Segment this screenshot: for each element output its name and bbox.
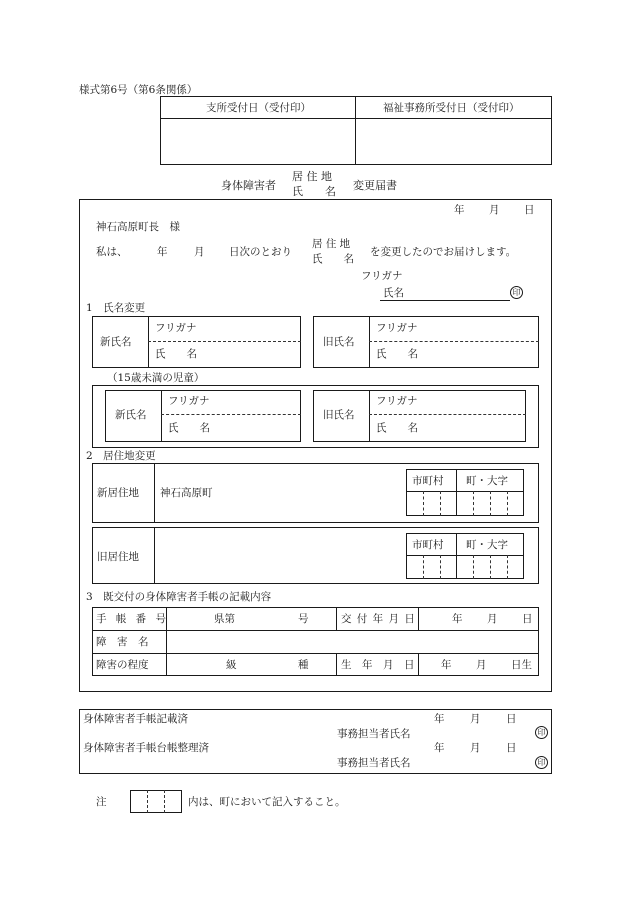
old-name-label: 旧氏名: [323, 336, 355, 348]
ledger-staff-label: 事務担当者氏名: [337, 757, 411, 769]
statement-option-address: 居 住 地: [312, 238, 351, 250]
child-new-name-label: 新氏名: [115, 409, 147, 421]
section2-heading: 2 居住地変更: [86, 450, 156, 462]
recorded-staff-label: 事務担当者氏名: [337, 728, 411, 740]
title-option-name: 氏 名: [292, 185, 336, 198]
statement-lead: 私は、: [96, 246, 128, 258]
new-name-name-label: 氏 名: [155, 348, 197, 360]
section1-heading: 1 氏名変更: [86, 302, 146, 314]
branch-reception-label: 支所受付日（受付印）: [206, 102, 311, 114]
kind-label: 種: [298, 659, 309, 671]
degree-label: 障害の程度: [96, 659, 149, 671]
recorded-year: 年: [434, 713, 445, 725]
ledger-year: 年: [434, 742, 445, 754]
disability-name-label: 障 害 名: [96, 636, 149, 648]
form-id: 様式第6号（第6条関係）: [79, 84, 198, 96]
section3-heading: 3 既交付の身体障害者手帳の記載内容: [86, 591, 272, 603]
statement-option-name: 氏 名: [312, 253, 354, 265]
addressee: 神石高原町長 様: [96, 221, 180, 233]
child-new-name-name-label: 氏 名: [168, 422, 210, 434]
child-old-name-label: 旧氏名: [323, 409, 355, 421]
new-address-value: 神石高原町: [160, 487, 213, 499]
ledger-month: 月: [470, 742, 481, 754]
issue-day: 日: [522, 613, 533, 625]
birth-day: 日生: [511, 659, 532, 671]
recorded-month: 月: [470, 713, 481, 725]
old-name-name-label: 氏 名: [376, 348, 418, 360]
applicant-seal-icon: 印: [510, 286, 523, 299]
date-year: 年: [454, 204, 465, 216]
child-old-furigana-label: フリガナ: [376, 395, 418, 407]
statement-month: 月: [194, 246, 205, 258]
statement-tail: を変更したのでお届けします。: [370, 246, 517, 258]
old-city-code-label: 市町村: [412, 539, 444, 551]
new-city-code-label: 市町村: [412, 475, 444, 487]
birth-month: 月: [476, 659, 487, 671]
applicant-furigana-label: フリガナ: [361, 270, 403, 282]
issue-date-label: 交 付 年 月 日: [341, 613, 416, 625]
title-option-address: 居 住 地: [292, 170, 332, 183]
child-new-furigana-label: フリガナ: [168, 395, 210, 407]
new-name-furigana-label: フリガナ: [155, 322, 197, 334]
statement-day-text: 日次のとおり: [229, 246, 292, 258]
applicant-name-line[interactable]: [380, 300, 510, 301]
birth-year: 年: [441, 659, 452, 671]
note-label: 注: [96, 796, 107, 808]
child-note: （15歳未満の児童）: [107, 372, 205, 384]
title-prefix: 身体障害者: [221, 179, 276, 192]
title-suffix: 変更届書: [353, 179, 397, 192]
issue-month: 月: [487, 613, 498, 625]
applicant-name-label: 氏名: [383, 287, 404, 299]
new-address-label: 新居住地: [97, 487, 139, 499]
grade-label: 級: [226, 659, 237, 671]
recorded-day: 日: [506, 713, 517, 725]
book-number-label: 手 帳 番 号: [96, 613, 170, 625]
branch-reception-stamp-area[interactable]: [170, 125, 346, 157]
note-text: 内は、町において記入すること。: [188, 796, 346, 808]
child-old-name-name-label: 氏 名: [376, 422, 418, 434]
welfare-reception-stamp-area[interactable]: [365, 125, 543, 157]
new-name-label: 新氏名: [100, 336, 132, 348]
issue-year: 年: [452, 613, 463, 625]
old-address-label: 旧居住地: [97, 551, 139, 563]
note-sample-box: [130, 790, 182, 813]
ledger-day: 日: [506, 742, 517, 754]
go-label: 号: [298, 613, 309, 625]
welfare-reception-label: 福祉事務所受付日（受付印）: [383, 102, 520, 114]
date-month: 月: [489, 204, 500, 216]
recorded-label: 身体障害者手帳記載済: [83, 713, 188, 725]
statement-year: 年: [157, 246, 168, 258]
birth-date-label: 生 年 月 日: [341, 659, 415, 671]
recorded-seal-icon: 印: [535, 726, 548, 739]
date-day: 日: [524, 204, 535, 216]
ledger-seal-icon: 印: [535, 756, 548, 769]
old-town-code-label: 町・大字: [466, 539, 508, 551]
old-name-furigana-label: フリガナ: [376, 322, 418, 334]
ledger-label: 身体障害者手帳台帳整理済: [83, 742, 209, 754]
new-town-code-label: 町・大字: [466, 475, 508, 487]
pref-label: 県第: [214, 613, 235, 625]
